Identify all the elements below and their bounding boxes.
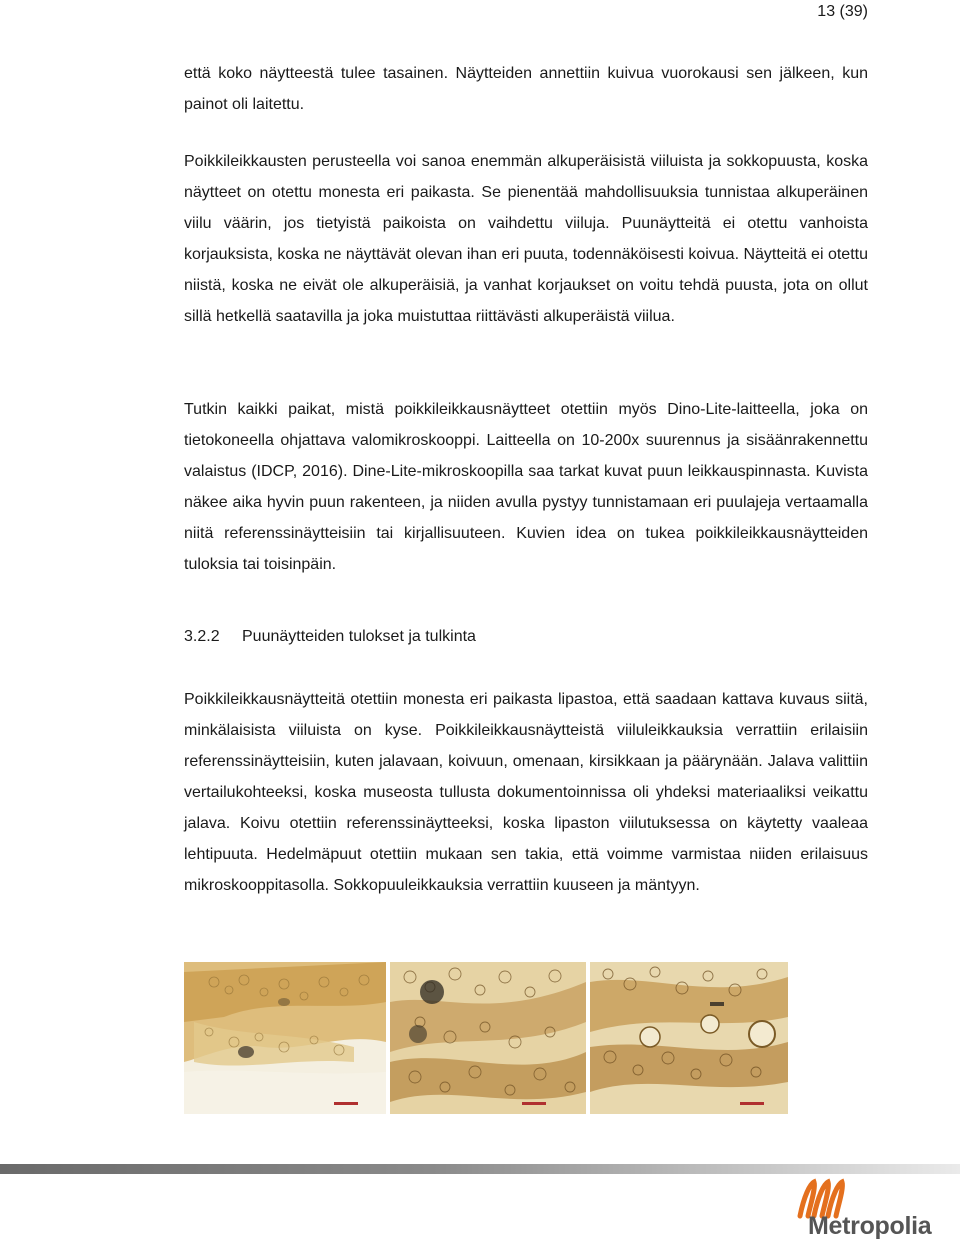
paragraph-1: että koko näytteestä tulee tasainen. Näytteiden annettiin kuivua vuorokausi sen jälkeen, kun painot oli laitettu. (184, 65, 868, 113)
metropolia-logo (786, 1176, 956, 1246)
paragraph-2: Poikkileikkausten perusteella voi sanoa enemmän alkuperäisistä viiluista ja sokkopuusta, koska näytteet on otettu monesta eri paikasta. Se pienentää mahdollisuuksia tunnistaa alkuperäinen viilu väärin, jos tietyistä paikoista on vaihdettu viiluja. Puunäytteitä ei otettu vanhoista korjauksista, koska ne näyttävät olevan ihan eri puuta, todennäköisesti koivua. Näytteitä ei otettu niistä, koska ne eivät ole alkuperäisiä, ja vanhat korjaukset on voitu tehdä puusta, jota on ollut sillä hetkellä saatavilla ja joka muistuttaa riittävästi alkuperäistä viilua. (184, 153, 868, 325)
footer-bar (0, 1164, 960, 1174)
microscope-image-1 (184, 962, 386, 1114)
paragraph-3: Tutkin kaikki paikat, mistä poikkileikkausnäytteet otettiin myös Dino-Lite-laitteella, joka on tietokoneella ohjattava valomikroskooppi. Laitteella on 10-200x suurennus ja sisäänrakennettu valaistus (IDCP, 2016). Dine-Lite-mikroskoopilla saa tarkat kuvat puun leikkauspinnasta. Kuvista näkee aika hyvin puun rakenteen, ja niiden avulla pystyy tunnistamaan eri puulajeja vertaamalla niitä referenssinäytteisiin tai kirjallisuuteen. Kuvien idea on tukea poikkileikkausnäytteiden tuloksia tai toisinpäin. (184, 401, 868, 573)
section-number: 3.2.2 (184, 628, 220, 645)
microscope-image-3 (590, 962, 788, 1114)
logo-wordmark: Metropolia (808, 1212, 932, 1240)
microscope-image-2 (390, 962, 586, 1114)
paragraph-4: Poikkileikkausnäytteitä otettiin monesta eri paikasta lipastoa, että saadaan kattava kuvaus siitä, minkälaisista viiluista on kyse. Poikkileikkausnäytteistä viiluleikkauksia verrattiin erilaisiin referenssinäytteisiin, kuten jalavaan, koivuun, omenaan, kirsikkaan ja päärynään. Jalava valittiin vertailukohteeksi, koska museosta tullusta dokumentoinnissa oli yhdeksi materiaaliksi veikattu jalava. Koivu otettiin referenssinäytteeksi, koska lipaston viilutuksessa on käytetty vaaleaa lehtipuuta. Hedelmäpuut otettiin mukaan sen takia, että voimme varmistaa niiden erilaisuus mikroskooppitasolla. Sokkopuuleikkauksia verrattiin kuuseen ja mäntyyn. (184, 691, 868, 894)
section-heading (184, 623, 784, 651)
page-number: 13 (39) (817, 3, 868, 20)
section-title: Puunäytteiden tulokset ja tulkinta (242, 628, 476, 645)
